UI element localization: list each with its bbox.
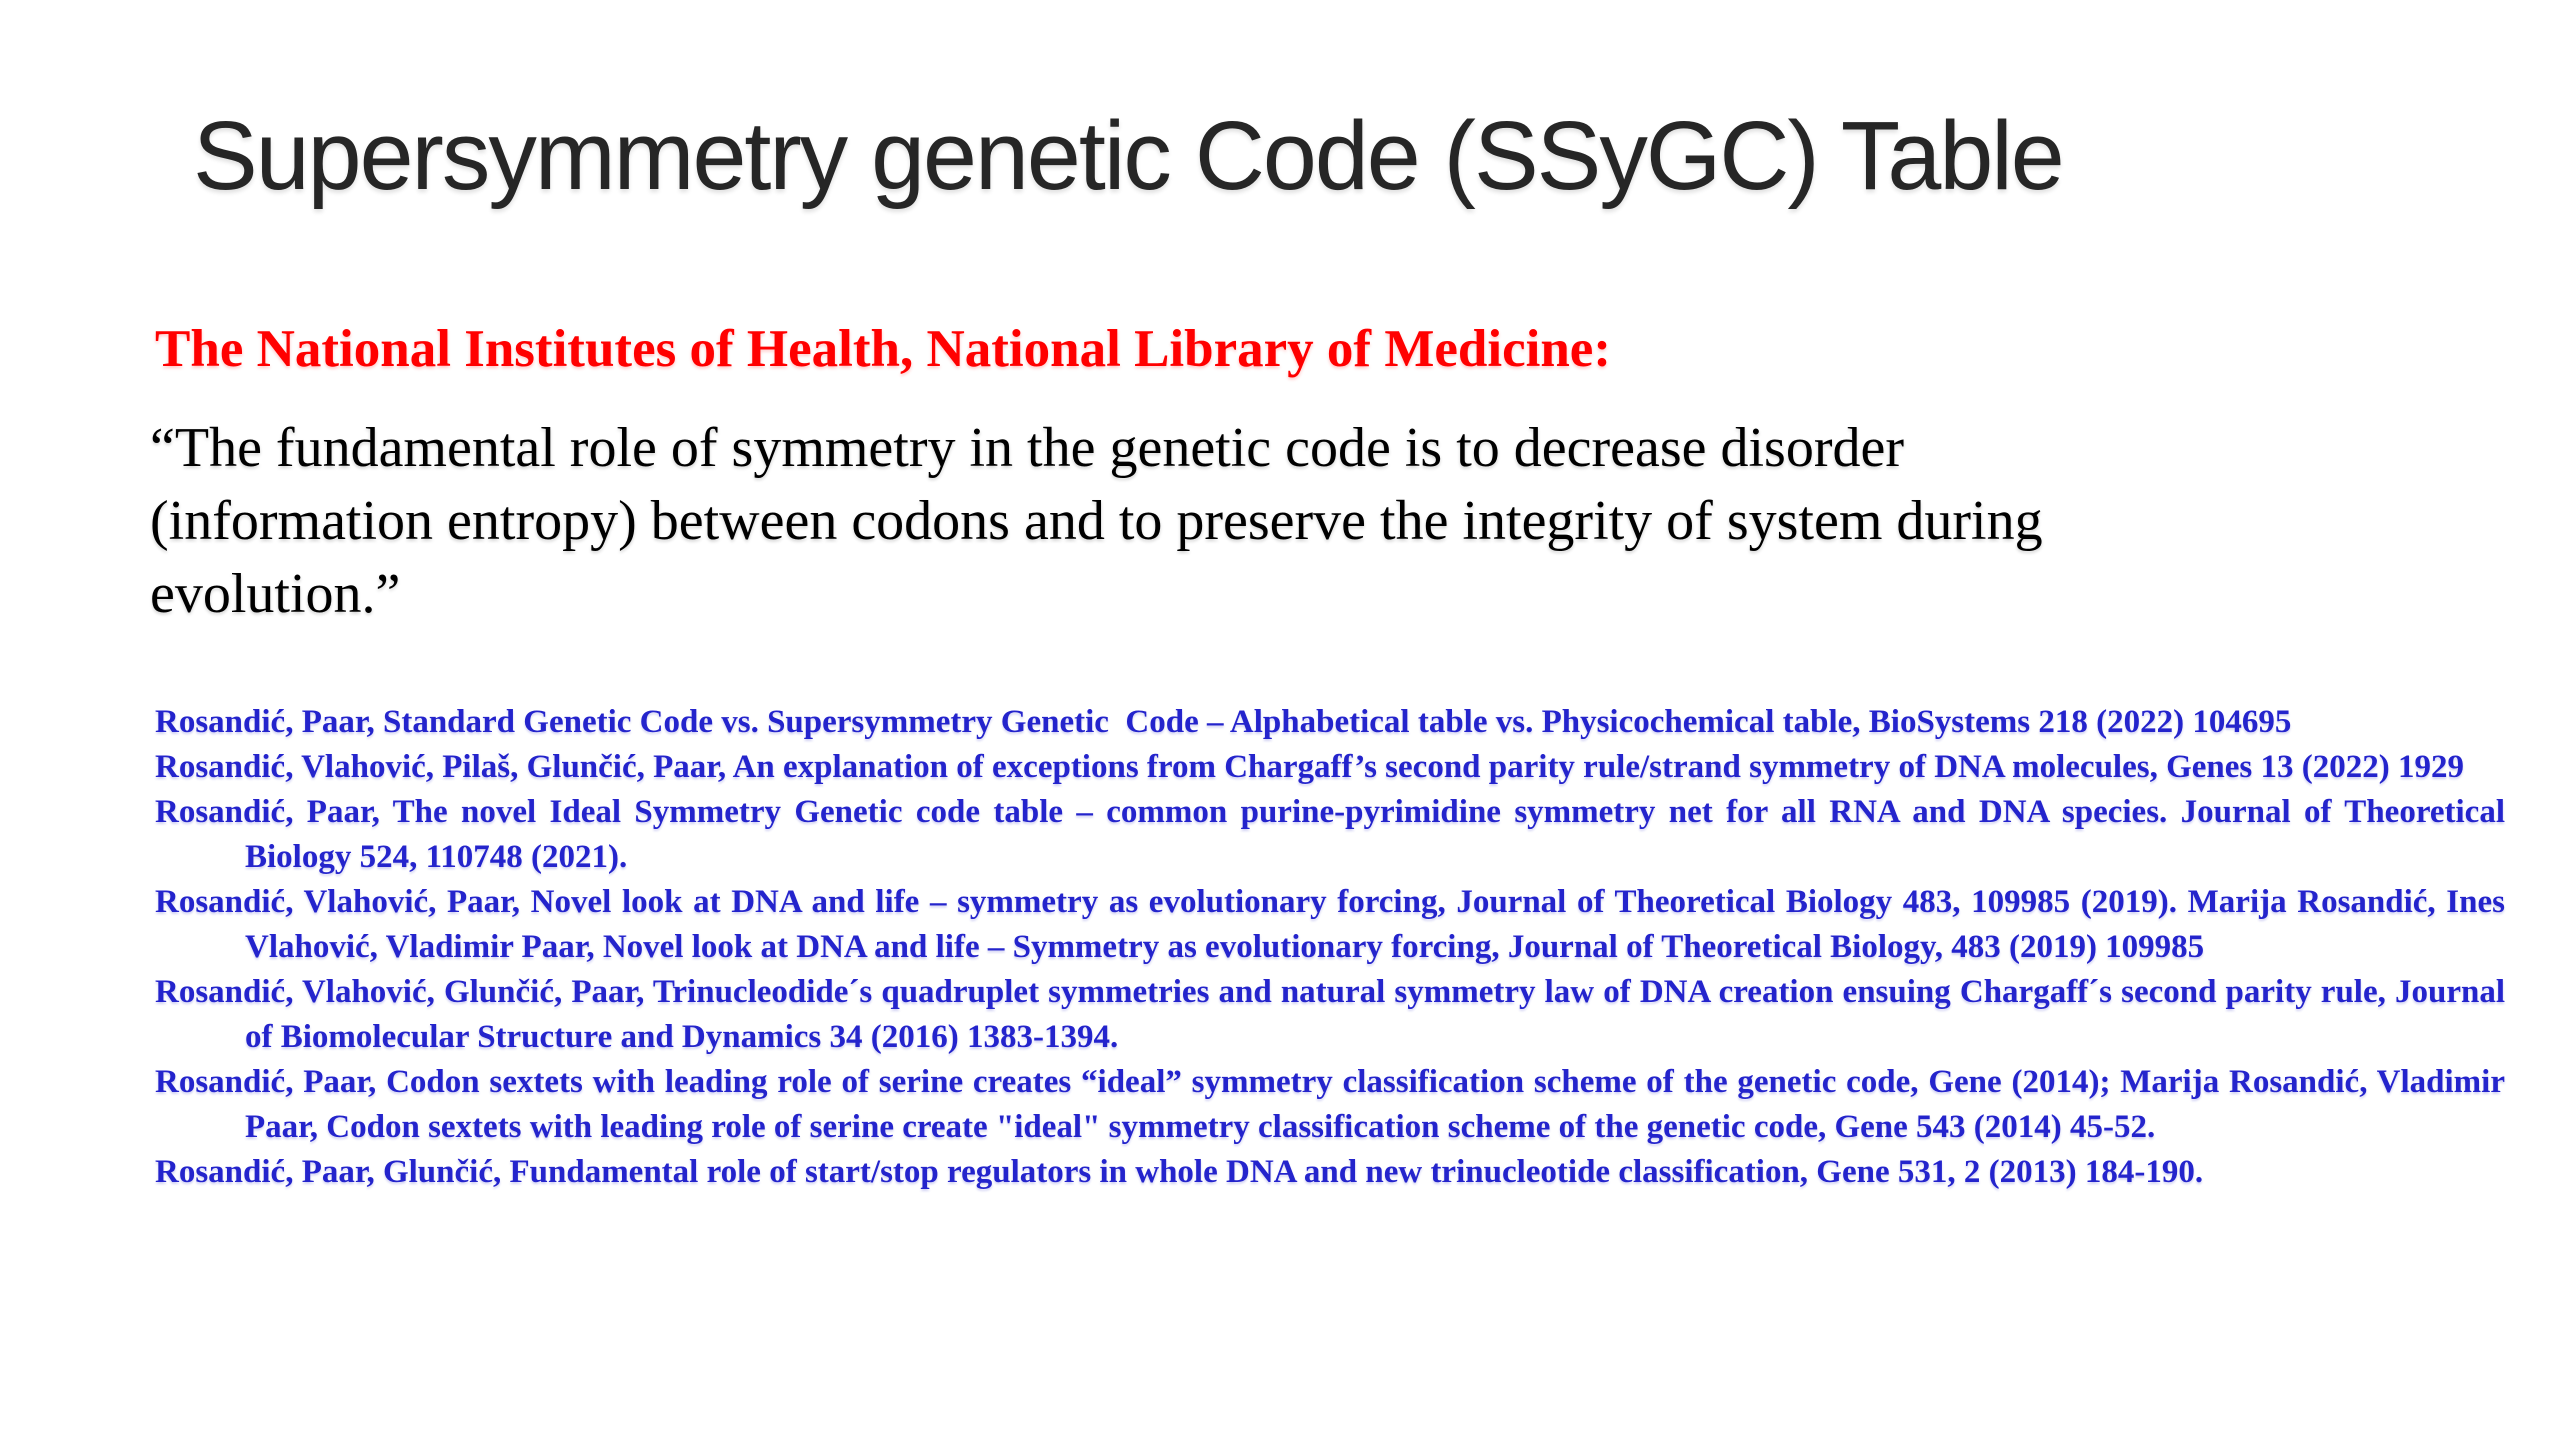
slide-title: Supersymmetry genetic Code (SSyGC) Table — [193, 101, 2063, 210]
quote-paragraph — [150, 412, 2450, 631]
reference-item: Rosandić, Paar, Standard Genetic Code vs. Supersymmetry Genetic Code – Alphabetical table vs. Physicochemical table, BioSystems 218 (2022) 104695 — [155, 704, 2292, 740]
references-list — [155, 700, 2505, 1195]
quote-line: evolution.” — [150, 563, 401, 625]
reference-item: Rosandić, Vlahović, Pilaš, Glunčić, Paar, An explanation of exceptions from Chargaff’s second parity rule/strand symmetry of DNA molecules, Genes 13 (2022) 1929 — [155, 749, 2464, 785]
reference-item: Rosandić, Paar, The novel Ideal Symmetry Genetic code table – common purine-pyrimidine symmetry net for all RNA and DNA species. Journal of Theoretical Biology 524, 110748 (2021). — [155, 794, 2505, 875]
reference-item: Rosandić, Paar, Glunčić, Fundamental role of start/stop regulators in whole DNA and new trinucleotide classification, Gene 531, 2 (2013) 184-190. — [155, 1154, 2204, 1190]
nih-heading: The National Institutes of Health, National Library of Medicine: — [155, 320, 1611, 378]
quote-line: (information entropy) between codons and to preserve the integrity of system during — [150, 490, 2043, 552]
reference-item: Rosandić, Vlahović, Glunčić, Paar, Trinucleodide´s quadruplet symmetries and natural symmetry law of DNA creation ensuing Chargaff´s second parity rule, Journal of Biomolecular Structure and Dynamics 34 (2016) 1383-1394. — [155, 974, 2505, 1055]
reference-item: Rosandić, Vlahović, Paar, Novel look at DNA and life – symmetry as evolutionary forcing, Journal of Theoretical Biology 483, 109985 (2019). Marija Rosandić, Ines Vlahović, Vladimir Paar, Novel look at DNA and life – Symmetry as evolutionary forcing, Journal of Theoretical Biology, 483 (2019) 109985 — [155, 884, 2505, 965]
reference-item: Rosandić, Paar, Codon sextets with leading role of serine creates “ideal” symmetry classification scheme of the genetic code, Gene (2014); Marija Rosandić, Vladimir Paar, Codon sextets with leading role of serine create "ideal" symmetry classification scheme of the genetic code, Gene 543 (2014) 45-52. — [155, 1064, 2505, 1145]
quote-line: “The fundamental role of symmetry in the genetic code is to decrease disorder — [150, 417, 1904, 479]
